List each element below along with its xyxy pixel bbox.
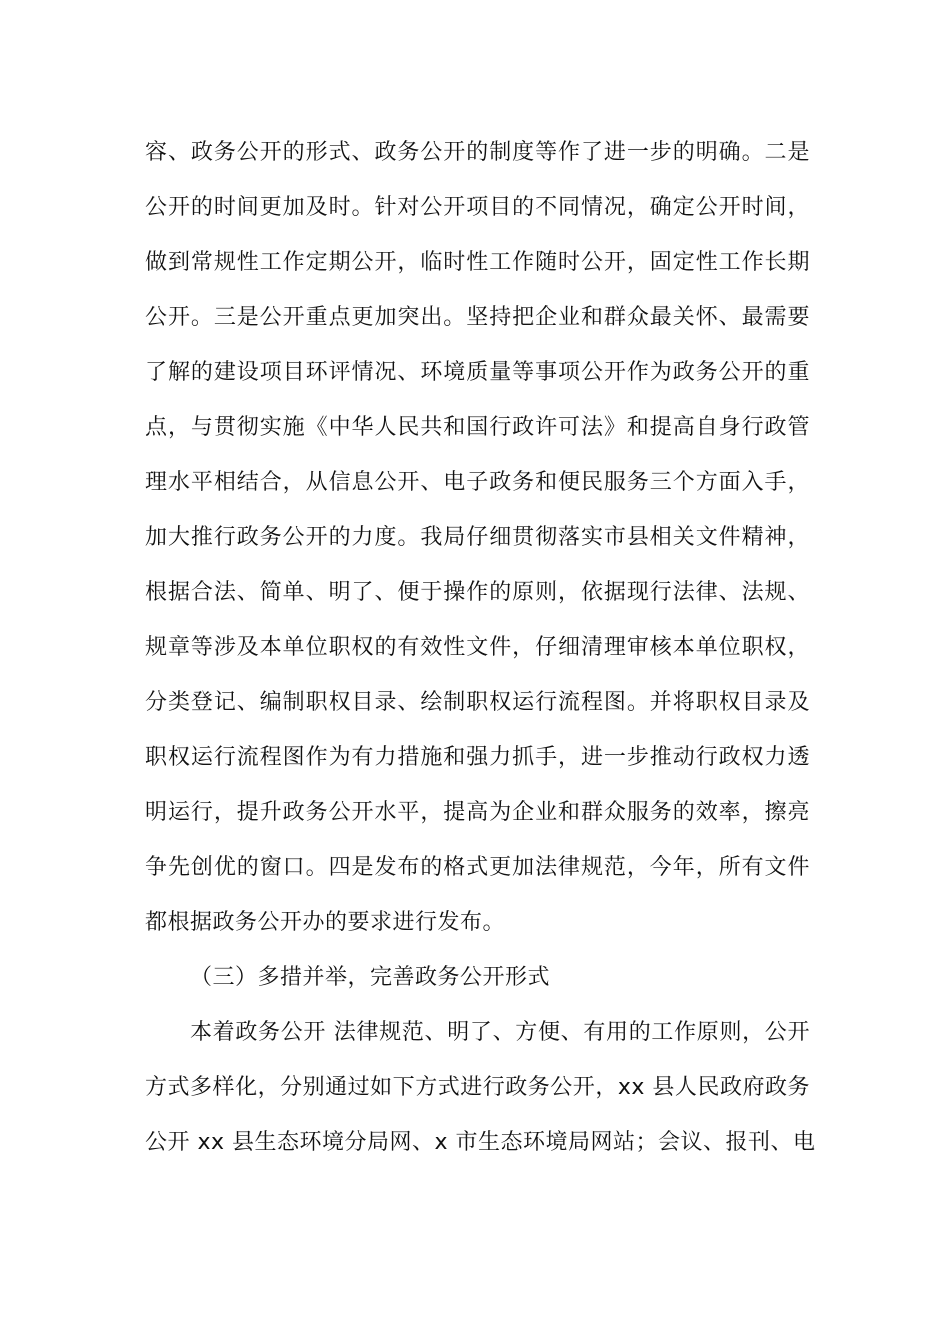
text-line: 点，与贯彻实施《中华人民共和国行政许可法》和提高自身行政管 (145, 415, 810, 440)
text-line: 做到常规性工作定期公开，临时性工作随时公开，固定性工作长期 (145, 250, 810, 275)
paragraph-first-line: 本着政务公开 法律规范、明了、方便、有用的工作原则，公开 (190, 1020, 810, 1045)
text-line: 加大推行政务公开的力度。我局仔细贯彻落实市县相关文件精神， (145, 525, 810, 550)
text-line: 公开。三是公开重点更加突出。坚持把企业和群众最关怀、最需要 (145, 305, 810, 330)
text-line: 分类登记、编制职权目录、绘制职权运行流程图。并将职权目录及 (145, 690, 810, 715)
text-line: 争先创优的窗口。四是发布的格式更加法律规范，今年，所有文件 (145, 855, 810, 880)
section-heading: （三）多措并举，完善政务公开形式 (190, 965, 551, 990)
text-line: 公开 xx 县生态环境分局网、x 市生态环境局网站；会议、报刊、电 (145, 1130, 816, 1155)
text-line: 职权运行流程图作为有力措施和强力抓手，进一步推动行政权力透 (145, 745, 810, 770)
text-line: 明运行，提升政务公开水平，提高为企业和群众服务的效率，擦亮 (145, 800, 810, 825)
text-line: 方式多样化，分别通过如下方式进行政务公开，xx 县人民政府政务 (145, 1075, 810, 1100)
text-line: 根据合法、简单、明了、便于操作的原则，依据现行法律、法规、 (145, 580, 810, 605)
text-line: 理水平相结合，从信息公开、电子政务和便民服务三个方面入手， (145, 470, 810, 495)
text-line: 规章等涉及本单位职权的有效性文件，仔细清理审核本单位职权， (145, 635, 810, 660)
text-line: 都根据政务公开办的要求进行发布。 (145, 910, 506, 935)
text-line: 容、政务公开的形式、政务公开的制度等作了进一步的明确。二是 (145, 140, 810, 165)
text-line: 了解的建设项目环评情况、环境质量等事项公开作为政务公开的重 (145, 360, 810, 385)
text-line: 公开的时间更加及时。针对公开项目的不同情况，确定公开时间， (145, 195, 810, 220)
